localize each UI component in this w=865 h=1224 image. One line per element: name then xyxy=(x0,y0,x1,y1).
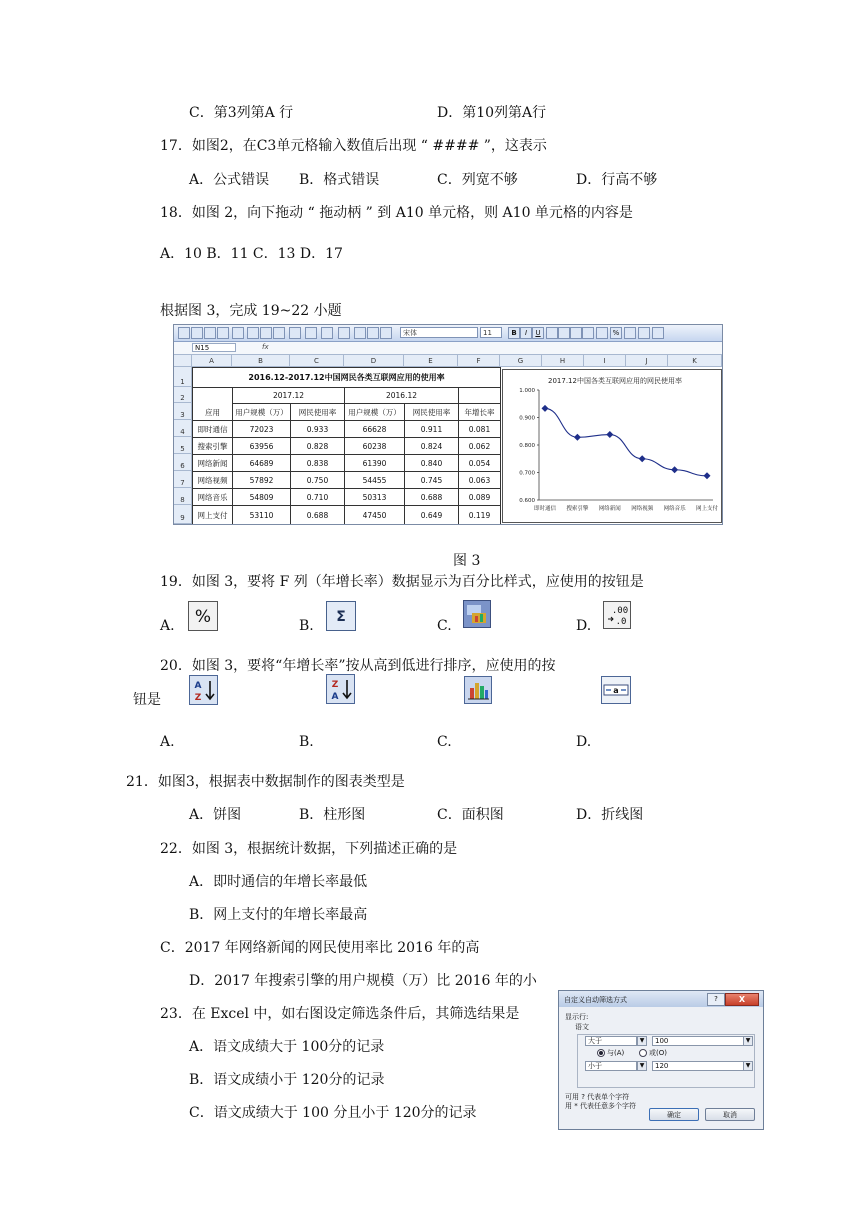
data-point-marker xyxy=(671,466,678,473)
decrease-decimal-toolbar-icon xyxy=(652,327,664,339)
table-cell[interactable]: 网络视频 xyxy=(193,472,233,489)
q22-option-d: D．2017 年搜索引擎的用户规模（万）比 2016 年的小 xyxy=(189,973,537,989)
table-cell[interactable]: 63956 xyxy=(233,438,291,455)
undo-icon xyxy=(305,327,317,339)
increase-decimal-icon xyxy=(603,601,631,629)
row-header[interactable]: 8 xyxy=(174,488,192,505)
table-cell[interactable]: 0.063 xyxy=(459,472,501,489)
column-header[interactable]: G xyxy=(500,355,542,367)
autosum-toolbar-icon xyxy=(338,327,350,339)
data-point-marker xyxy=(704,472,711,479)
q23-option-a: A．语文成绩大于 100分的记录 xyxy=(189,1039,385,1055)
close-button[interactable]: X xyxy=(725,993,759,1006)
data-point-marker xyxy=(639,455,646,462)
excel-toolbar xyxy=(174,325,722,342)
increase-decimal-toolbar-icon xyxy=(638,327,650,339)
table-cell[interactable]: 网络音乐 xyxy=(193,489,233,506)
x-tick-label: 搜索引擎 xyxy=(566,506,589,512)
column-header[interactable]: E xyxy=(404,355,458,367)
q20-option-a: A. xyxy=(160,734,175,750)
q20-stem-continued: 钮是 xyxy=(133,692,161,708)
table-cell[interactable]: 即时通信 xyxy=(193,421,233,438)
excel-screenshot xyxy=(173,324,723,525)
q22-option-b: B．网上支付的年增长率最高 xyxy=(189,907,368,923)
merge-center-toolbar-icon xyxy=(582,327,594,339)
row-header[interactable]: 4 xyxy=(174,420,192,437)
row-header[interactable]: 7 xyxy=(174,471,192,488)
table-cell[interactable]: 54455 xyxy=(345,472,405,489)
table-header-cell[interactable]: 应用 xyxy=(193,404,233,421)
custom-autofilter-dialog xyxy=(558,990,764,1130)
table-header-cell[interactable]: 网民使用率 xyxy=(405,404,459,421)
value1-field[interactable]: 100 xyxy=(652,1036,744,1046)
q17-option-d: D．行高不够 xyxy=(576,172,658,188)
table-cell[interactable]: 0.089 xyxy=(459,489,501,506)
table-cell[interactable]: 0.710 xyxy=(291,489,345,506)
show-rows-label: 显示行: xyxy=(565,1013,589,1021)
chevron-down-icon[interactable]: ▼ xyxy=(637,1061,647,1071)
svg-text:.00: .00 xyxy=(611,606,629,616)
and-label: 与(A) xyxy=(607,1049,625,1057)
figure3-caption: 图 3 xyxy=(453,553,481,569)
q20-option-c: C. xyxy=(437,734,452,750)
table-header-cell[interactable]: 年增长率 xyxy=(459,404,501,421)
q16-option-d: D．第10列第A行 xyxy=(437,105,547,121)
operator1-select[interactable]: 大于 xyxy=(585,1036,637,1046)
year-2016-header[interactable]: 2016.12 xyxy=(345,388,459,404)
row-header[interactable]: 9 xyxy=(174,505,192,524)
currency-icon xyxy=(596,327,608,339)
svg-text:.0: .0 xyxy=(615,617,627,627)
table-cell[interactable]: 64689 xyxy=(233,455,291,472)
sort-descending-icon xyxy=(326,674,355,704)
q19-option-b: B. xyxy=(299,618,314,634)
table-cell[interactable]: 0.824 xyxy=(405,438,459,455)
permission-icon xyxy=(217,327,229,339)
dialog-title: 自定义自动筛选方式 xyxy=(564,996,627,1004)
q20-stem: 20．如图 3，要将“年增长率”按从高到低进行排序，应使用的按 xyxy=(160,658,556,674)
q22-stem: 22．如图 3，根据统计数据，下列描述正确的是 xyxy=(160,841,458,857)
save-icon xyxy=(204,327,216,339)
column-header[interactable]: B xyxy=(232,355,290,367)
table-cell[interactable]: 0.119 xyxy=(459,506,501,525)
percent-toolbar-icon: % xyxy=(610,327,622,339)
data-table xyxy=(192,367,501,525)
fx-icon: fx xyxy=(262,343,269,351)
svg-text:Σ: Σ xyxy=(336,609,346,625)
line-chart[interactable] xyxy=(502,369,722,523)
row-header[interactable]: 5 xyxy=(174,437,192,454)
redo-icon xyxy=(321,327,333,339)
table-cell[interactable]: 0.688 xyxy=(405,489,459,506)
y-tick-label: 0.900 xyxy=(519,415,535,422)
year-2017-header[interactable]: 2017.12 xyxy=(233,388,345,404)
q21-option-a: A．饼图 xyxy=(189,807,242,823)
table-cell[interactable]: 0.933 xyxy=(291,421,345,438)
svg-text:Z: Z xyxy=(194,693,202,703)
q20-option-d: D. xyxy=(576,734,592,750)
q21-option-c: C．面积图 xyxy=(437,807,504,823)
table-cell[interactable]: 57892 xyxy=(233,472,291,489)
y-tick-label: 1.000 xyxy=(519,388,535,394)
comma-style-icon xyxy=(624,327,636,339)
table-cell[interactable]: 0.054 xyxy=(459,455,501,472)
q21-option-d: D．折线图 xyxy=(576,807,644,823)
table-cell[interactable]: 0.688 xyxy=(291,506,345,525)
align-right-icon xyxy=(570,327,582,339)
align-left-icon xyxy=(546,327,558,339)
table-cell[interactable]: 0.828 xyxy=(291,438,345,455)
table-cell[interactable]: 47450 xyxy=(345,506,405,525)
column-header[interactable]: C xyxy=(290,355,344,367)
table-cell[interactable]: 53110 xyxy=(233,506,291,525)
q20-option-b: B. xyxy=(299,734,314,750)
table-cell[interactable]: 54809 xyxy=(233,489,291,506)
select-all-corner[interactable] xyxy=(174,355,192,367)
table-cell[interactable]: 0.838 xyxy=(291,455,345,472)
q19-option-a: A. xyxy=(160,618,175,634)
q16-option-c: C．第3列第A 行 xyxy=(189,105,294,121)
chart-title: 2017.12中国各类互联网应用的网民使用率 xyxy=(548,377,682,385)
q17-option-c: C．列宽不够 xyxy=(437,172,518,188)
svg-text:%: % xyxy=(194,607,212,627)
bold-icon: B xyxy=(508,327,520,339)
q23-stem: 23．在 Excel 中，如右图设定筛选条件后，其筛选结果是 xyxy=(160,1006,520,1022)
chart-axes xyxy=(539,390,713,500)
table-header-cell[interactable]: 用户规模（万） xyxy=(345,404,405,421)
x-tick-label: 网络新闻 xyxy=(598,506,621,512)
svg-text:A: A xyxy=(331,692,339,702)
column-header[interactable]: K xyxy=(668,355,722,367)
name-box[interactable]: N15 xyxy=(192,343,236,352)
x-tick-label: 即时通信 xyxy=(533,506,557,512)
align-center-icon xyxy=(558,327,570,339)
table-header-cell[interactable]: 用户规模（万） xyxy=(233,404,291,421)
x-tick-label: 网上支付 xyxy=(695,506,719,512)
column-header[interactable]: I xyxy=(584,355,626,367)
open-icon xyxy=(191,327,203,339)
series-line xyxy=(545,408,707,475)
formula-bar xyxy=(174,342,722,355)
row-header[interactable]: 6 xyxy=(174,454,192,471)
table-cell[interactable]: 50313 xyxy=(345,489,405,506)
underline-icon: U xyxy=(532,327,544,339)
q19-option-d: D. xyxy=(576,618,592,634)
table-cell[interactable]: 66628 xyxy=(345,421,405,438)
and-radio[interactable] xyxy=(597,1049,605,1057)
x-tick-label: 网络视频 xyxy=(631,506,654,512)
or-radio[interactable] xyxy=(639,1049,647,1057)
percent-style-icon xyxy=(188,601,218,631)
table-cell[interactable]: 0.062 xyxy=(459,438,501,455)
column-header[interactable]: A xyxy=(192,355,232,367)
table-cell[interactable]: 0.649 xyxy=(405,506,459,525)
column-header[interactable]: D xyxy=(344,355,404,367)
field-name-label: 语文 xyxy=(575,1023,589,1031)
sort-ascending-toolbar-icon xyxy=(354,327,366,339)
dialog-titlebar xyxy=(559,991,763,1007)
y-tick-label: 0.600 xyxy=(519,498,535,504)
value2-field[interactable]: 120 xyxy=(652,1061,744,1071)
y-tick-label: 0.800 xyxy=(519,443,535,449)
chart-svg xyxy=(503,370,721,522)
chart-wizard-icon xyxy=(463,600,491,628)
section-intro: 根据图 3，完成 19~22 小题 xyxy=(160,303,342,319)
merge-center-icon xyxy=(601,676,631,704)
table-cell[interactable]: 61390 xyxy=(345,455,405,472)
data-point-marker xyxy=(574,434,581,441)
row-header[interactable]: 2 xyxy=(174,387,192,403)
row-header[interactable]: 3 xyxy=(174,403,192,420)
chart-wizard-toolbar-icon xyxy=(380,327,392,339)
table-cell[interactable]: 60238 xyxy=(345,438,405,455)
table-cell[interactable]: 72023 xyxy=(233,421,291,438)
x-tick-label: 网络音乐 xyxy=(663,506,686,512)
q21-stem: 21．如图3，根据表中数据制作的图表类型是 xyxy=(126,774,405,790)
q18-options: A．10 B．11 C．13 D．17 xyxy=(160,246,343,262)
svg-text:a: a xyxy=(613,686,619,695)
chevron-down-icon[interactable]: ▼ xyxy=(743,1061,753,1071)
italic-icon: I xyxy=(520,327,532,339)
data-point-marker xyxy=(542,405,549,412)
q17-stem: 17．如图2，在C3单元格输入数值后出现 “ #### ”，这表示 xyxy=(160,138,547,154)
table-title[interactable]: 2016.12-2017.12中国网民各类互联网应用的使用率 xyxy=(193,368,501,388)
cell-f2[interactable] xyxy=(459,388,501,404)
help-button[interactable]: ? xyxy=(707,993,725,1006)
q18-stem: 18．如图 2，向下拖动 “ 拖动柄 ” 到 A10 单元格，则 A10 单元格的内容是 xyxy=(160,205,633,221)
q22-option-a: A．即时通信的年增长率最低 xyxy=(189,874,368,890)
data-point-marker xyxy=(606,431,613,438)
cancel-button[interactable]: 取消 xyxy=(705,1108,755,1121)
copy-icon xyxy=(260,327,272,339)
table-cell[interactable]: 0.911 xyxy=(405,421,459,438)
row-header[interactable]: 1 xyxy=(174,367,192,387)
q17-option-a: A．公式错误 xyxy=(189,172,270,188)
or-label: 或(O) xyxy=(649,1049,667,1057)
operator2-select[interactable]: 小于 xyxy=(585,1061,637,1071)
chevron-down-icon[interactable]: ▼ xyxy=(637,1036,647,1046)
font-size-box[interactable]: 11 xyxy=(480,327,502,338)
paste-icon xyxy=(273,327,285,339)
q21-option-b: B．柱形图 xyxy=(299,807,366,823)
q23-option-c: C．语文成绩大于 100 分且小于 120分的记录 xyxy=(189,1105,477,1121)
new-icon xyxy=(178,327,190,339)
q22-option-c: C．2017 年网络新闻的网民使用率比 2016 年的高 xyxy=(160,940,480,956)
table-cell[interactable]: 网上支付 xyxy=(193,506,233,525)
q19-option-c: C. xyxy=(437,618,452,634)
table-header-cell[interactable]: 网民使用率 xyxy=(291,404,345,421)
q19-stem: 19．如图 3，要将 F 列（年增长率）数据显示为百分比样式，应使用的按钮是 xyxy=(160,574,644,590)
table-cell[interactable]: 0.750 xyxy=(291,472,345,489)
q23-option-b: B．语文成绩小于 120分的记录 xyxy=(189,1072,385,1088)
format-painter-icon xyxy=(289,327,301,339)
svg-text:A: A xyxy=(194,681,202,691)
autosum-icon xyxy=(326,601,356,631)
ok-button[interactable]: 确定 xyxy=(649,1108,699,1121)
svg-text:Z: Z xyxy=(331,680,339,690)
chart-bars-icon xyxy=(464,676,492,704)
print-icon xyxy=(232,327,244,339)
table-cell[interactable]: 0.081 xyxy=(459,421,501,438)
sort-descending-toolbar-icon xyxy=(367,327,379,339)
table-cell[interactable]: 0.745 xyxy=(405,472,459,489)
table-cell[interactable]: 0.840 xyxy=(405,455,459,472)
chevron-down-icon[interactable]: ▼ xyxy=(743,1036,753,1046)
hint-multi-char: 用 * 代表任意多个字符 xyxy=(565,1102,636,1110)
column-header[interactable]: H xyxy=(542,355,584,367)
q17-option-b: B．格式错误 xyxy=(299,172,380,188)
table-cell[interactable]: 网络新闻 xyxy=(193,455,233,472)
font-name-box[interactable]: 宋体 xyxy=(400,327,478,338)
table-cell[interactable]: 搜索引擎 xyxy=(193,438,233,455)
y-tick-label: 0.700 xyxy=(519,470,535,477)
column-header[interactable]: F xyxy=(458,355,500,367)
sort-ascending-icon xyxy=(189,675,218,705)
column-header[interactable]: J xyxy=(626,355,668,367)
cut-icon xyxy=(247,327,259,339)
hint-single-char: 可用 ? 代表单个字符 xyxy=(565,1093,630,1101)
